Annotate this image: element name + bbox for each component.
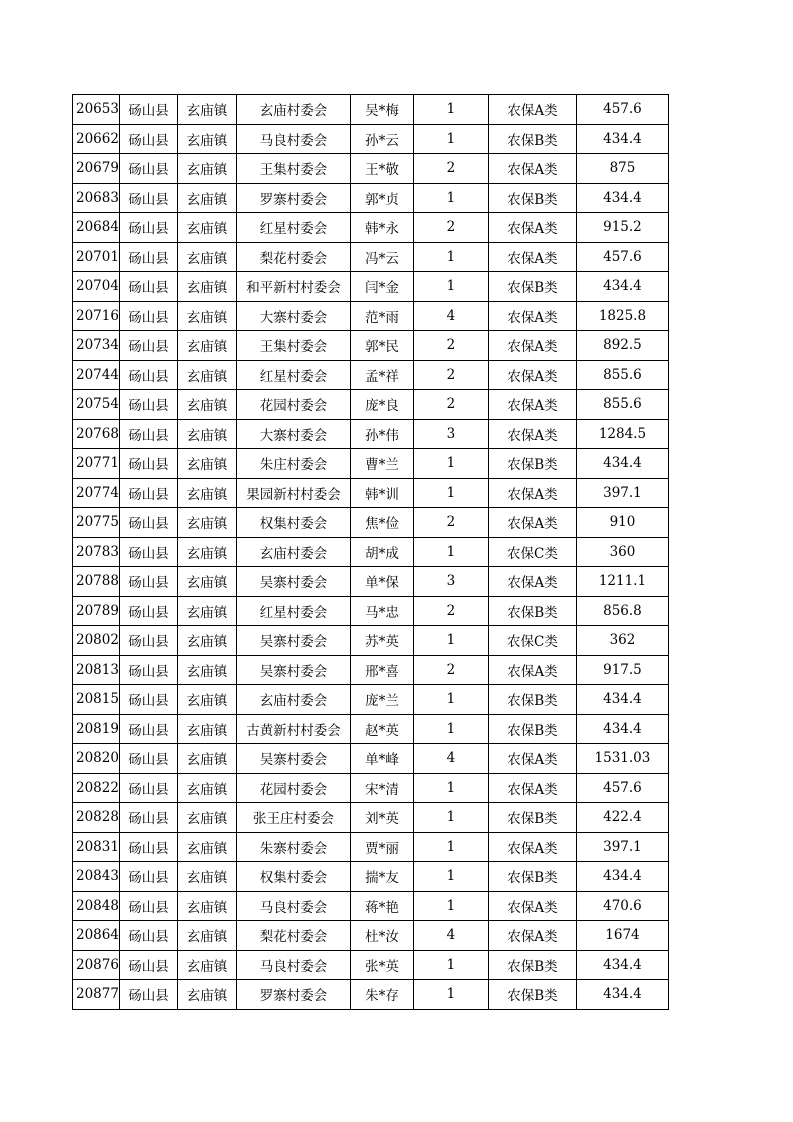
town-cell: 玄庙镇 [177,154,236,184]
record-id-cell: 20653 [73,95,120,125]
village-committee-cell: 权集村委会 [236,508,350,538]
insurance-type-cell: 农保A类 [488,655,576,685]
county-cell: 砀山县 [119,832,177,862]
amount-cell: 434.4 [576,714,668,744]
person-name-cell: 吴*梅 [350,95,413,125]
amount-cell: 1825.8 [576,301,668,331]
record-id-cell: 20754 [73,390,120,420]
town-cell: 玄庙镇 [177,862,236,892]
record-id-cell: 20789 [73,596,120,626]
amount-cell: 856.8 [576,596,668,626]
household-count-cell: 1 [413,832,488,862]
amount-cell: 1531.03 [576,744,668,774]
person-name-cell: 韩*永 [350,213,413,243]
county-cell: 砀山县 [119,95,177,125]
county-cell: 砀山县 [119,980,177,1010]
village-committee-cell: 权集村委会 [236,862,350,892]
village-committee-cell: 红星村委会 [236,213,350,243]
town-cell: 玄庙镇 [177,803,236,833]
county-cell: 砀山县 [119,331,177,361]
county-cell: 砀山县 [119,803,177,833]
insurance-type-cell: 农保A类 [488,301,576,331]
record-id-cell: 20716 [73,301,120,331]
village-committee-cell: 玄庙村委会 [236,95,350,125]
person-name-cell: 闫*金 [350,272,413,302]
person-name-cell: 揣*友 [350,862,413,892]
household-count-cell: 1 [413,685,488,715]
record-id-cell: 20771 [73,449,120,479]
insurance-type-cell: 农保C类 [488,626,576,656]
county-cell: 砀山县 [119,567,177,597]
county-cell: 砀山县 [119,213,177,243]
record-id-cell: 20744 [73,360,120,390]
town-cell: 玄庙镇 [177,596,236,626]
record-id-cell: 20843 [73,862,120,892]
amount-cell: 362 [576,626,668,656]
amount-cell: 910 [576,508,668,538]
record-id-cell: 20828 [73,803,120,833]
record-id-cell: 20662 [73,124,120,154]
household-count-cell: 1 [413,272,488,302]
household-count-cell: 1 [413,862,488,892]
table-row [73,567,669,597]
insurance-type-cell: 农保B类 [488,803,576,833]
village-committee-cell: 吴寨村委会 [236,567,350,597]
record-id-cell: 20679 [73,154,120,184]
table-row [73,862,669,892]
village-committee-cell: 花园村委会 [236,773,350,803]
insurance-type-cell: 农保A类 [488,213,576,243]
amount-cell: 457.6 [576,242,668,272]
village-committee-cell: 梨花村委会 [236,242,350,272]
record-id-cell: 20831 [73,832,120,862]
county-cell: 砀山县 [119,124,177,154]
town-cell: 玄庙镇 [177,950,236,980]
record-id-cell: 20864 [73,921,120,951]
record-id-cell: 20783 [73,537,120,567]
village-committee-cell: 罗寨村委会 [236,980,350,1010]
record-id-cell: 20820 [73,744,120,774]
town-cell: 玄庙镇 [177,360,236,390]
household-count-cell: 1 [413,449,488,479]
amount-cell: 855.6 [576,390,668,420]
household-count-cell: 1 [413,773,488,803]
county-cell: 砀山县 [119,508,177,538]
county-cell: 砀山县 [119,272,177,302]
table-row [73,626,669,656]
record-id-cell: 20775 [73,508,120,538]
town-cell: 玄庙镇 [177,567,236,597]
person-name-cell: 邢*喜 [350,655,413,685]
county-cell: 砀山县 [119,773,177,803]
county-cell: 砀山县 [119,360,177,390]
amount-cell: 892.5 [576,331,668,361]
village-committee-cell: 古黄新村村委会 [236,714,350,744]
table-row [73,921,669,951]
amount-cell: 915.2 [576,213,668,243]
town-cell: 玄庙镇 [177,183,236,213]
record-id-cell: 20683 [73,183,120,213]
village-committee-cell: 和平新村村委会 [236,272,350,302]
table-row [73,242,669,272]
household-count-cell: 2 [413,596,488,626]
table-row [73,714,669,744]
county-cell: 砀山县 [119,419,177,449]
household-count-cell: 2 [413,508,488,538]
household-count-cell: 1 [413,95,488,125]
amount-cell: 434.4 [576,449,668,479]
record-id-cell: 20876 [73,950,120,980]
town-cell: 玄庙镇 [177,685,236,715]
insurance-type-cell: 农保A类 [488,567,576,597]
person-name-cell: 赵*英 [350,714,413,744]
table-row [73,478,669,508]
amount-cell: 422.4 [576,803,668,833]
village-committee-cell: 朱庄村委会 [236,449,350,479]
amount-cell: 434.4 [576,685,668,715]
insurance-type-cell: 农保A类 [488,242,576,272]
town-cell: 玄庙镇 [177,242,236,272]
insurance-type-cell: 农保B类 [488,272,576,302]
table-row [73,213,669,243]
person-name-cell: 曹*兰 [350,449,413,479]
table-row [73,537,669,567]
village-committee-cell: 朱寨村委会 [236,832,350,862]
household-count-cell: 3 [413,567,488,597]
amount-cell: 1284.5 [576,419,668,449]
table-row [73,390,669,420]
amount-cell: 1674 [576,921,668,951]
town-cell: 玄庙镇 [177,744,236,774]
county-cell: 砀山县 [119,154,177,184]
town-cell: 玄庙镇 [177,921,236,951]
amount-cell: 434.4 [576,183,668,213]
village-committee-cell: 果园新村村委会 [236,478,350,508]
household-count-cell: 2 [413,331,488,361]
table-row [73,419,669,449]
town-cell: 玄庙镇 [177,449,236,479]
village-committee-cell: 花园村委会 [236,390,350,420]
town-cell: 玄庙镇 [177,419,236,449]
person-name-cell: 朱*存 [350,980,413,1010]
beneficiary-table [72,94,669,1010]
household-count-cell: 1 [413,626,488,656]
person-name-cell: 郭*贞 [350,183,413,213]
amount-cell: 917.5 [576,655,668,685]
insurance-type-cell: 农保B类 [488,596,576,626]
record-id-cell: 20819 [73,714,120,744]
town-cell: 玄庙镇 [177,124,236,154]
county-cell: 砀山县 [119,921,177,951]
amount-cell: 434.4 [576,272,668,302]
insurance-type-cell: 农保A类 [488,773,576,803]
record-id-cell: 20848 [73,891,120,921]
village-committee-cell: 大寨村委会 [236,419,350,449]
person-name-cell: 孙*云 [350,124,413,154]
person-name-cell: 焦*俭 [350,508,413,538]
table-row [73,891,669,921]
village-committee-cell: 罗寨村委会 [236,183,350,213]
county-cell: 砀山县 [119,685,177,715]
town-cell: 玄庙镇 [177,537,236,567]
town-cell: 玄庙镇 [177,301,236,331]
person-name-cell: 马*忠 [350,596,413,626]
household-count-cell: 1 [413,980,488,1010]
household-count-cell: 3 [413,419,488,449]
amount-cell: 470.6 [576,891,668,921]
record-id-cell: 20701 [73,242,120,272]
town-cell: 玄庙镇 [177,478,236,508]
town-cell: 玄庙镇 [177,213,236,243]
household-count-cell: 1 [413,183,488,213]
village-committee-cell: 马良村委会 [236,891,350,921]
insurance-type-cell: 农保A类 [488,390,576,420]
table-row [73,832,669,862]
person-name-cell: 苏*英 [350,626,413,656]
table-body [73,95,669,1010]
person-name-cell: 庞*良 [350,390,413,420]
county-cell: 砀山县 [119,655,177,685]
table-row [73,301,669,331]
table-row [73,360,669,390]
town-cell: 玄庙镇 [177,655,236,685]
village-committee-cell: 张王庄村委会 [236,803,350,833]
table-row [73,449,669,479]
record-id-cell: 20822 [73,773,120,803]
village-committee-cell: 红星村委会 [236,360,350,390]
village-committee-cell: 王集村委会 [236,331,350,361]
town-cell: 玄庙镇 [177,626,236,656]
record-id-cell: 20877 [73,980,120,1010]
town-cell: 玄庙镇 [177,714,236,744]
record-id-cell: 20704 [73,272,120,302]
county-cell: 砀山县 [119,242,177,272]
person-name-cell: 刘*英 [350,803,413,833]
person-name-cell: 宋*清 [350,773,413,803]
county-cell: 砀山县 [119,449,177,479]
table-row [73,331,669,361]
person-name-cell: 范*雨 [350,301,413,331]
person-name-cell: 贾*丽 [350,832,413,862]
household-count-cell: 1 [413,950,488,980]
insurance-type-cell: 农保A类 [488,921,576,951]
insurance-type-cell: 农保B类 [488,124,576,154]
record-id-cell: 20802 [73,626,120,656]
insurance-type-cell: 农保A类 [488,478,576,508]
person-name-cell: 王*敬 [350,154,413,184]
town-cell: 玄庙镇 [177,832,236,862]
insurance-type-cell: 农保A类 [488,508,576,538]
county-cell: 砀山县 [119,390,177,420]
household-count-cell: 2 [413,213,488,243]
village-committee-cell: 红星村委会 [236,596,350,626]
household-count-cell: 2 [413,390,488,420]
person-name-cell: 胡*成 [350,537,413,567]
record-id-cell: 20768 [73,419,120,449]
insurance-type-cell: 农保B类 [488,714,576,744]
amount-cell: 457.6 [576,95,668,125]
household-count-cell: 1 [413,714,488,744]
record-id-cell: 20813 [73,655,120,685]
amount-cell: 397.1 [576,478,668,508]
county-cell: 砀山县 [119,596,177,626]
person-name-cell: 庞*兰 [350,685,413,715]
household-count-cell: 1 [413,242,488,272]
person-name-cell: 单*保 [350,567,413,597]
household-count-cell: 2 [413,655,488,685]
town-cell: 玄庙镇 [177,773,236,803]
county-cell: 砀山县 [119,950,177,980]
village-committee-cell: 吴寨村委会 [236,744,350,774]
county-cell: 砀山县 [119,301,177,331]
town-cell: 玄庙镇 [177,95,236,125]
table-row [73,183,669,213]
county-cell: 砀山县 [119,537,177,567]
insurance-type-cell: 农保A类 [488,891,576,921]
table-row [73,596,669,626]
table-row [73,803,669,833]
record-id-cell: 20684 [73,213,120,243]
amount-cell: 855.6 [576,360,668,390]
village-committee-cell: 吴寨村委会 [236,655,350,685]
village-committee-cell: 马良村委会 [236,124,350,154]
county-cell: 砀山县 [119,478,177,508]
county-cell: 砀山县 [119,714,177,744]
insurance-type-cell: 农保A类 [488,744,576,774]
household-count-cell: 1 [413,803,488,833]
insurance-type-cell: 农保C类 [488,537,576,567]
table-row [73,655,669,685]
village-committee-cell: 玄庙村委会 [236,537,350,567]
record-id-cell: 20734 [73,331,120,361]
county-cell: 砀山县 [119,183,177,213]
household-count-cell: 1 [413,124,488,154]
table-row [73,773,669,803]
town-cell: 玄庙镇 [177,272,236,302]
record-id-cell: 20815 [73,685,120,715]
insurance-type-cell: 农保B类 [488,980,576,1010]
amount-cell: 875 [576,154,668,184]
person-name-cell: 孙*伟 [350,419,413,449]
table-row [73,95,669,125]
village-committee-cell: 王集村委会 [236,154,350,184]
insurance-type-cell: 农保B类 [488,449,576,479]
record-id-cell: 20774 [73,478,120,508]
amount-cell: 434.4 [576,950,668,980]
amount-cell: 434.4 [576,980,668,1010]
county-cell: 砀山县 [119,626,177,656]
person-name-cell: 杜*汝 [350,921,413,951]
insurance-type-cell: 农保A类 [488,95,576,125]
village-committee-cell: 大寨村委会 [236,301,350,331]
table-row [73,124,669,154]
town-cell: 玄庙镇 [177,390,236,420]
county-cell: 砀山县 [119,744,177,774]
record-id-cell: 20788 [73,567,120,597]
amount-cell: 360 [576,537,668,567]
insurance-type-cell: 农保B类 [488,862,576,892]
person-name-cell: 孟*祥 [350,360,413,390]
amount-cell: 457.6 [576,773,668,803]
amount-cell: 434.4 [576,124,668,154]
village-committee-cell: 梨花村委会 [236,921,350,951]
household-count-cell: 4 [413,921,488,951]
amount-cell: 1211.1 [576,567,668,597]
insurance-type-cell: 农保A类 [488,419,576,449]
insurance-type-cell: 农保B类 [488,183,576,213]
amount-cell: 397.1 [576,832,668,862]
insurance-type-cell: 农保A类 [488,360,576,390]
table-row [73,272,669,302]
person-name-cell: 冯*云 [350,242,413,272]
person-name-cell: 单*峰 [350,744,413,774]
insurance-type-cell: 农保B类 [488,950,576,980]
household-count-cell: 1 [413,891,488,921]
table-row [73,950,669,980]
table-row [73,685,669,715]
insurance-type-cell: 农保A类 [488,832,576,862]
county-cell: 砀山县 [119,891,177,921]
person-name-cell: 蒋*艳 [350,891,413,921]
county-cell: 砀山县 [119,862,177,892]
person-name-cell: 郭*民 [350,331,413,361]
amount-cell: 434.4 [576,862,668,892]
town-cell: 玄庙镇 [177,980,236,1010]
insurance-type-cell: 农保A类 [488,331,576,361]
insurance-type-cell: 农保B类 [488,685,576,715]
town-cell: 玄庙镇 [177,331,236,361]
household-count-cell: 4 [413,301,488,331]
table-row [73,508,669,538]
household-count-cell: 2 [413,360,488,390]
person-name-cell: 韩*训 [350,478,413,508]
table-row [73,980,669,1010]
person-name-cell: 张*英 [350,950,413,980]
village-committee-cell: 玄庙村委会 [236,685,350,715]
household-count-cell: 4 [413,744,488,774]
village-committee-cell: 吴寨村委会 [236,626,350,656]
household-count-cell: 1 [413,537,488,567]
table-row [73,154,669,184]
town-cell: 玄庙镇 [177,891,236,921]
table-row [73,744,669,774]
village-committee-cell: 马良村委会 [236,950,350,980]
town-cell: 玄庙镇 [177,508,236,538]
household-count-cell: 2 [413,154,488,184]
household-count-cell: 1 [413,478,488,508]
insurance-type-cell: 农保A类 [488,154,576,184]
